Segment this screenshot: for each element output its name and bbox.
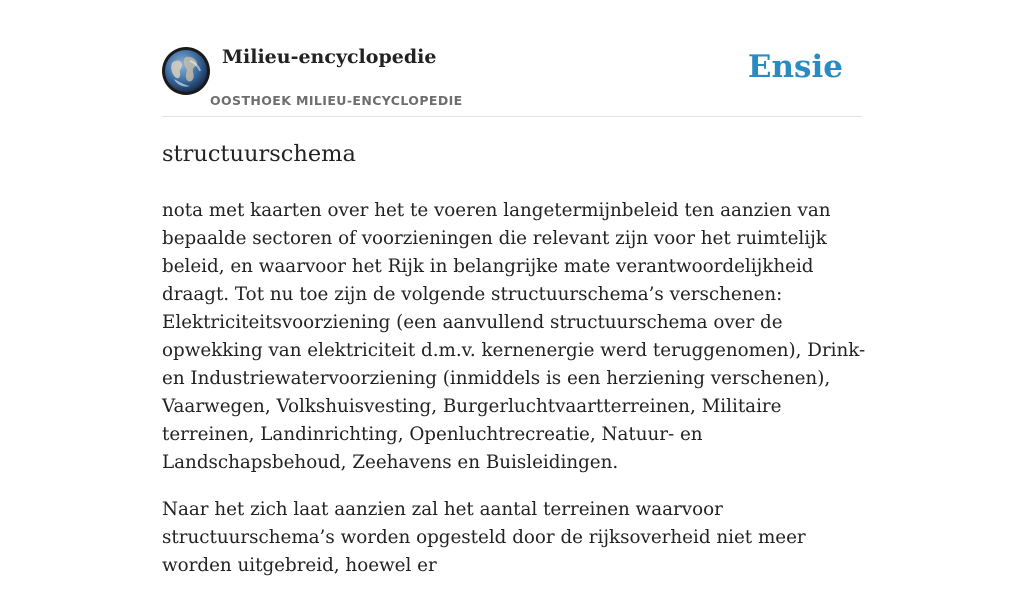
article-term: structuurschema: [162, 141, 356, 167]
earth-globe-icon: [164, 49, 208, 93]
site-logo[interactable]: [162, 47, 210, 95]
site-header: [162, 44, 862, 117]
brand-logo[interactable]: Ensie: [747, 49, 843, 85]
site-subtitle[interactable]: OOSTHOEK MILIEU-ENCYCLOPEDIE: [210, 93, 463, 108]
site-title[interactable]: Milieu-encyclopedie: [222, 46, 437, 68]
article: [162, 134, 872, 599]
article-paragraph: Naar het zich laat aanzien zal het aantal terreinen waarvoor structuurschema’s worden opgesteld door de rijksoverheid niet meer worden uitgebreid, hoewel er: [162, 499, 806, 576]
article-paragraph: nota met kaarten over het te voeren langetermijnbeleid ten aanzien van bepaalde sectoren of voorzieningen die relevant zijn voor het ruimtelijk beleid, en waarvoor het Rijk in belangrijke mate verantwoordelijkheid draagt. Tot nu toe zijn de volgende structuurschema’s verschenen: Elektriciteitsvoorziening (een aanvullend structuurschema over de opwekking van elektriciteit d.m.v. kernenergie werd teruggenomen), Drink- en Industriewatervoorziening (inmiddels is een herziening verschenen), Vaarwegen, Volkshuisvesting, Burgerluchtvaartterreinen, Militaire terreinen, Landinrichting, Openluchtrecreatie, Natuur- en Landschapsbehoud, Zeehavens en Buisleidingen.: [162, 200, 866, 473]
